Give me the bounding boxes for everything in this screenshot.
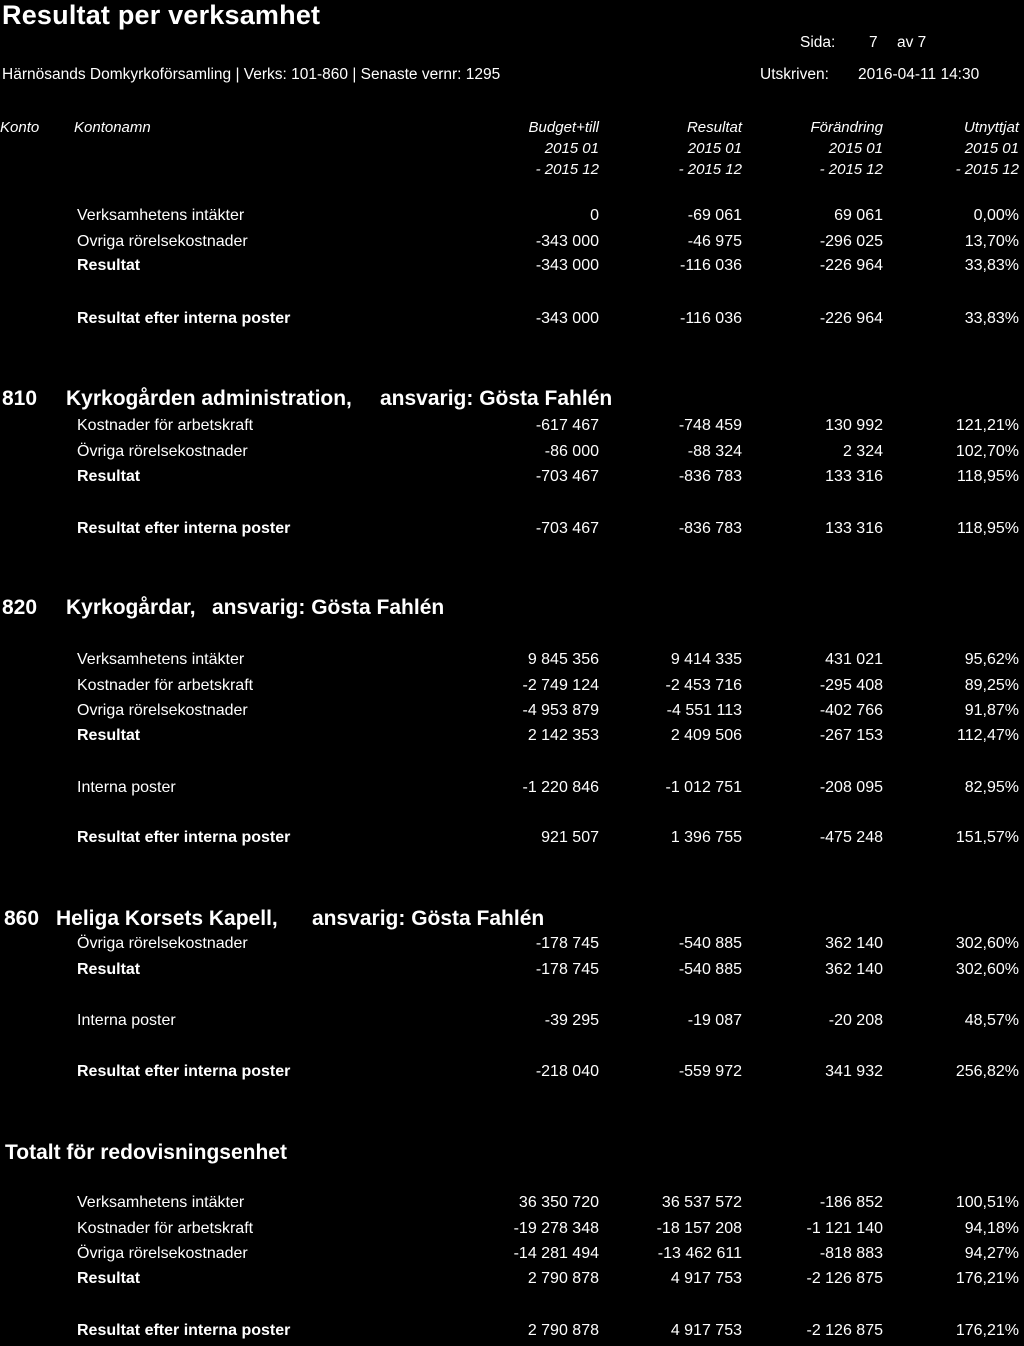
table-row-total [0, 961, 1024, 985]
row-label: Resultat [77, 961, 141, 978]
col-forandring-from: 2015 01 [828, 140, 883, 157]
table-row [0, 935, 1024, 959]
resultat-value: 4 917 753 [670, 1322, 742, 1339]
budget-value: 921 507 [541, 829, 599, 846]
row-label: Övriga rörelsekostnader [77, 443, 248, 460]
budget-value: 0 [590, 207, 599, 224]
row-label: Övriga rörelsekostnader [77, 1245, 248, 1262]
utnyttjat-value: 102,70% [955, 443, 1019, 460]
row-label: Interna poster [77, 1012, 176, 1029]
page-of: av 7 [897, 34, 927, 51]
forandring-value: 2 324 [842, 443, 883, 460]
utnyttjat-value: 48,57% [964, 1012, 1019, 1029]
budget-value: -343 000 [535, 310, 599, 327]
utnyttjat-value: 94,18% [964, 1220, 1019, 1237]
section-name: Heliga Korsets Kapell, [56, 907, 278, 930]
utnyttjat-value: 176,21% [955, 1322, 1019, 1339]
utnyttjat-value: 13,70% [964, 233, 1019, 250]
row-label: Verksamhetens intäkter [77, 1194, 245, 1211]
row-label: Resultat efter interna poster [77, 1063, 291, 1080]
row-label: Kostnader för arbetskraft [77, 677, 254, 694]
resultat-value: -69 061 [687, 207, 742, 224]
col-budget-from: 2015 01 [544, 140, 599, 157]
budget-value: -39 295 [544, 1012, 599, 1029]
section-name: Kyrkogårdar, [66, 596, 196, 619]
budget-value: 2 790 878 [527, 1322, 599, 1339]
resultat-value: 4 917 753 [670, 1270, 742, 1287]
utnyttjat-value: 256,82% [955, 1063, 1019, 1080]
section-responsible: ansvarig: Gösta Fahlén [380, 387, 613, 410]
row-label: Kostnader för arbetskraft [77, 1220, 254, 1237]
resultat-value: -559 972 [678, 1063, 742, 1080]
budget-value: -2 749 124 [522, 677, 599, 694]
row-label: Resultat [77, 727, 141, 744]
resultat-value: -836 783 [678, 520, 742, 537]
utnyttjat-value: 121,21% [955, 417, 1019, 434]
resultat-value: -46 975 [687, 233, 742, 250]
forandring-value: 69 061 [834, 207, 883, 224]
table-row [0, 651, 1024, 675]
col-budget-label: Budget+till [528, 119, 599, 136]
section-name: Kyrkogården administration, [66, 387, 352, 410]
utnyttjat-value: 176,21% [955, 1270, 1019, 1287]
budget-value: 9 845 356 [527, 651, 599, 668]
table-row-final [0, 1322, 1024, 1346]
resultat-value: -748 459 [678, 417, 742, 434]
col-budget-to: - 2015 12 [535, 161, 599, 178]
resultat-value: -116 036 [680, 257, 742, 274]
resultat-value: -1 012 751 [665, 779, 742, 796]
table-row-total [0, 257, 1024, 281]
budget-value: -178 745 [535, 935, 599, 952]
section-code: 860 [4, 907, 40, 930]
printed-value: 2016-04-11 14:30 [858, 66, 980, 83]
budget-value: -343 000 [535, 257, 599, 274]
table-row [0, 677, 1024, 701]
table-row [0, 233, 1024, 257]
resultat-value: 2 409 506 [670, 727, 742, 744]
table-row [0, 417, 1024, 441]
utnyttjat-value: 89,25% [964, 677, 1019, 694]
col-resultat-label: Resultat [686, 119, 742, 136]
row-label: Ovriga rörelsekostnader [77, 702, 248, 719]
budget-value: -1 220 846 [522, 779, 599, 796]
org-line: Härnösands Domkyrkoförsamling | Verks: 101-860 | Senaste vernr: 1295 [2, 66, 501, 83]
row-label: Verksamhetens intäkter [77, 207, 245, 224]
col-forandring-label: Förändring [810, 119, 883, 136]
total-heading: Totalt för redovisningsenhet [5, 1141, 287, 1164]
resultat-value: -13 462 611 [657, 1245, 742, 1262]
table-row-total [0, 468, 1024, 492]
utnyttjat-value: 95,62% [964, 651, 1019, 668]
forandring-value: 133 316 [825, 520, 883, 537]
table-row-final [0, 1063, 1024, 1087]
table-row [0, 779, 1024, 803]
row-label: Resultat efter interna poster [77, 520, 291, 537]
utnyttjat-value: 112,47% [957, 727, 1019, 744]
budget-value: 2 142 353 [527, 727, 599, 744]
resultat-value: -88 324 [687, 443, 742, 460]
utnyttjat-value: 0,00% [973, 207, 1019, 224]
forandring-value: -296 025 [819, 233, 883, 250]
page-label: Sida: [800, 34, 836, 51]
col-resultat-from: 2015 01 [687, 140, 742, 157]
budget-value: -218 040 [535, 1063, 599, 1080]
forandring-value: 133 316 [825, 468, 883, 485]
table-row [0, 443, 1024, 467]
budget-value: -86 000 [544, 443, 599, 460]
resultat-value: -19 087 [687, 1012, 742, 1029]
forandring-value: -267 153 [819, 727, 883, 744]
col-forandring-to: - 2015 12 [819, 161, 883, 178]
budget-value: -703 467 [535, 520, 599, 537]
budget-value: -178 745 [535, 961, 599, 978]
section-heading-810 [2, 387, 1002, 415]
table-row [0, 1012, 1024, 1036]
section-code: 810 [2, 387, 38, 410]
forandring-value: -2 126 875 [806, 1322, 883, 1339]
utnyttjat-value: 33,83% [964, 310, 1019, 327]
resultat-value: 1 396 755 [670, 829, 742, 846]
col-utnyttjat-to: - 2015 12 [955, 161, 1019, 178]
resultat-value: -4 551 113 [666, 702, 742, 719]
utnyttjat-value: 118,95% [957, 468, 1019, 485]
utnyttjat-value: 302,60% [955, 961, 1019, 978]
forandring-value: -208 095 [819, 779, 883, 796]
section-code: 820 [2, 596, 38, 619]
row-label: Resultat [77, 1270, 141, 1287]
table-row-final [0, 520, 1024, 544]
page-title: Resultat per verksamhet [2, 0, 321, 30]
table-row [0, 1220, 1024, 1244]
utnyttjat-value: 100,51% [955, 1194, 1019, 1211]
forandring-value: -818 883 [819, 1245, 883, 1262]
forandring-value: -186 852 [819, 1194, 883, 1211]
utnyttjat-value: 82,95% [964, 779, 1019, 796]
row-label: Ovriga rörelsekostnader [77, 233, 248, 250]
resultat-value: 36 537 572 [661, 1194, 742, 1211]
budget-value: -4 953 879 [522, 702, 599, 719]
resultat-value: -18 157 208 [656, 1220, 742, 1237]
table-row-total [0, 727, 1024, 751]
utnyttjat-value: 94,27% [964, 1245, 1019, 1262]
col-konto: Konto [0, 119, 40, 136]
forandring-value: -226 964 [819, 257, 883, 274]
forandring-value: -20 208 [828, 1012, 883, 1029]
forandring-value: 362 140 [825, 961, 883, 978]
resultat-value: -2 453 716 [665, 677, 742, 694]
resultat-value: -540 885 [678, 935, 742, 952]
forandring-value: 431 021 [825, 651, 883, 668]
forandring-value: -475 248 [819, 829, 883, 846]
budget-value: 36 350 720 [518, 1194, 599, 1211]
table-row [0, 1194, 1024, 1218]
section-responsible: ansvarig: Gösta Fahlén [212, 596, 445, 619]
forandring-value: 130 992 [825, 417, 883, 434]
table-row-total [0, 1270, 1024, 1294]
forandring-value: -295 408 [819, 677, 883, 694]
section-heading-860 [4, 907, 1004, 935]
row-label: Resultat efter interna poster [77, 829, 291, 846]
budget-value: -617 467 [535, 417, 599, 434]
forandring-value: 341 932 [825, 1063, 883, 1080]
utnyttjat-value: 91,87% [964, 702, 1019, 719]
forandring-value: -2 126 875 [806, 1270, 883, 1287]
utnyttjat-value: 33,83% [964, 257, 1019, 274]
row-label: Interna poster [77, 779, 176, 796]
table-row-final [0, 310, 1024, 334]
row-label: Kostnader för arbetskraft [77, 417, 254, 434]
row-label: Verksamhetens intäkter [77, 651, 245, 668]
resultat-value: -116 036 [680, 310, 742, 327]
forandring-value: -402 766 [819, 702, 883, 719]
table-row-final [0, 829, 1024, 853]
forandring-value: 362 140 [825, 935, 883, 952]
col-kontonamn: Kontonamn [74, 119, 151, 136]
printed-label: Utskriven: [760, 66, 829, 83]
col-utnyttjat-label: Utnyttjat [963, 119, 1019, 136]
row-label: Resultat efter interna poster [77, 310, 291, 327]
utnyttjat-value: 302,60% [955, 935, 1019, 952]
budget-value: -703 467 [535, 468, 599, 485]
table-row [0, 702, 1024, 726]
page-number: 7 [869, 34, 878, 51]
resultat-value: -836 783 [678, 468, 742, 485]
row-label: Resultat [77, 468, 141, 485]
budget-value: -14 281 494 [513, 1245, 599, 1262]
table-row [0, 207, 1024, 231]
budget-value: -343 000 [535, 233, 599, 250]
utnyttjat-value: 118,95% [957, 520, 1019, 537]
table-row [0, 1245, 1024, 1269]
col-utnyttjat-from: 2015 01 [964, 140, 1019, 157]
resultat-value: -540 885 [678, 961, 742, 978]
utnyttjat-value: 151,57% [955, 829, 1019, 846]
row-label: Resultat [77, 257, 141, 274]
forandring-value: -1 121 140 [806, 1220, 883, 1237]
col-resultat-to: - 2015 12 [678, 161, 742, 178]
section-heading-820 [2, 596, 1002, 624]
forandring-value: -226 964 [819, 310, 883, 327]
row-label: Övriga rörelsekostnader [77, 935, 248, 952]
budget-value: 2 790 878 [527, 1270, 599, 1287]
section-responsible: ansvarig: Gösta Fahlén [312, 907, 545, 930]
row-label: Resultat efter interna poster [77, 1322, 291, 1339]
budget-value: -19 278 348 [513, 1220, 599, 1237]
resultat-value: 9 414 335 [670, 651, 742, 668]
